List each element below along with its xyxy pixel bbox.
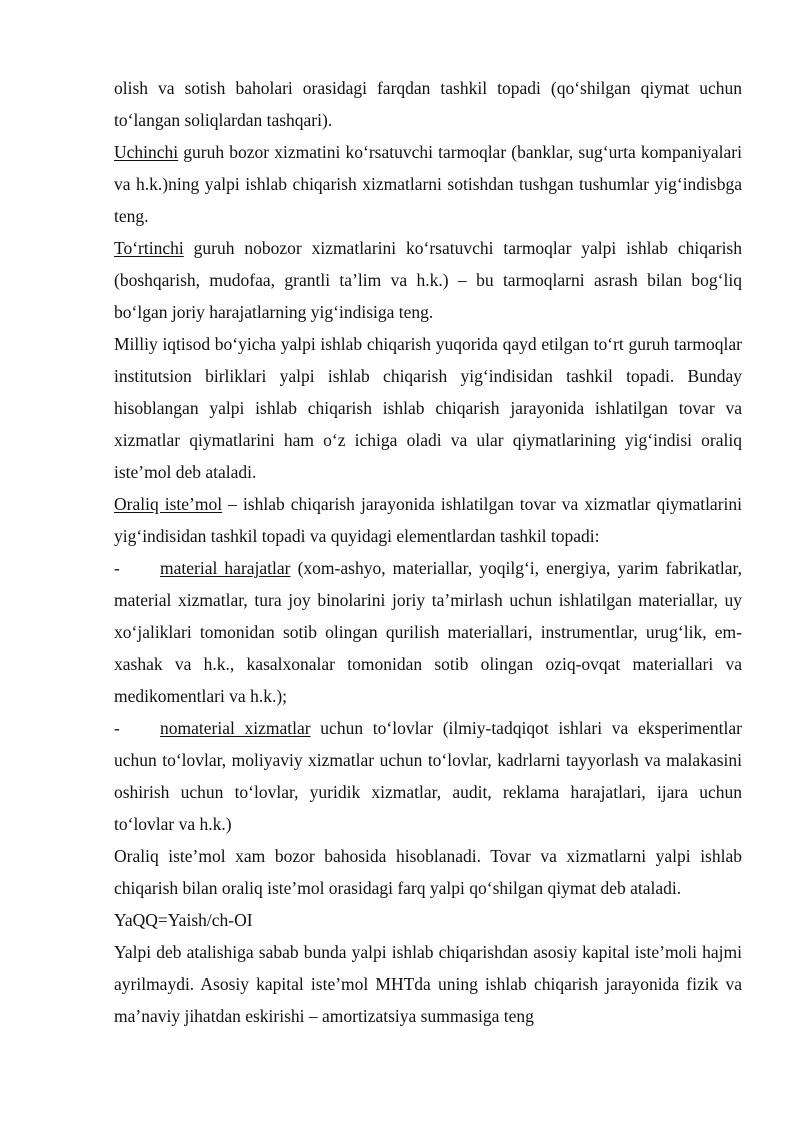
term-nomaterial-xizmatlar: nomaterial xizmatlar [160,718,311,738]
formula: YaQQ=Yaish/ch-OI [114,910,253,930]
paragraph-1-text: olish va sotish baholari orasidagi farqdan tashkil topadi (qo‘shilgan qiymat uchun to‘langan soliqlardan tashqari). [114,78,742,130]
paragraph-3 [114,232,742,328]
list-marker: - [114,718,120,738]
paragraph-2 [114,136,742,232]
paragraph-6 [114,840,742,904]
term-tortinchi: To‘rtinchi [114,238,184,258]
paragraph-7-text: Yalpi deb atalishiga sabab bunda yalpi ishlab chiqarishdan asosiy kapital iste’moli hajmi ayrilmaydi. Asosiy kapital iste’mol MHTda uning ishlab chiqarish jarayonida fizik va ma’naviy jihatdan eskirishi – amortizatsiya summasiga teng [114,942,742,1026]
paragraph-2-text: guruh bozor xizmatini ko‘rsatuvchi tarmoqlar (banklar, sug‘urta kompaniyalari va h.k.)ning yalpi ishlab chiqarish xizmatlarni sotishdan tushgan tushumlar yig‘indisbga teng. [114,142,742,226]
term-oraliq-istemol: Oraliq iste’mol [114,494,223,514]
paragraph-5 [114,488,742,552]
paragraph-4-text: Milliy iqtisod bo‘yicha yalpi ishlab chiqarish yuqorida qayd etilgan to‘rt guruh tarmoqlar institutsion birliklari yalpi ishlab chiqarish yig‘indisidan tashkil topadi. Bunday hisoblangan yalpi ishlab chiqarish ishlab chiqarish jarayonida ishlatilgan tovar va xizmatlar qiymatlarini ham o‘z ichiga oladi va ular qiymatlarining yig‘indisi oraliq iste’mol deb ataladi. [114,334,742,482]
term-material-harajatlar: material harajatlar [160,558,291,578]
paragraph-3-text: guruh nobozor xizmatlarini ko‘rsatuvchi tarmoqlar yalpi ishlab chiqarish (boshqarish, mudofaa, grantli ta’lim va h.k.) – bu tarmoqlarni asrash bilan bog‘liq bo‘lgan joriy harajatlarning yig‘indisiga teng. [114,238,742,322]
list-item [114,712,742,840]
document-page [114,72,742,1032]
list-item-text: uchun to‘lovlar (ilmiy-tadqiqot ishlari va eksperimentlar uchun to‘lovlar, moliyaviy xizmatlar uchun to‘lovlar, kadrlarni tayyorlash va malakasini oshirish uchun to‘lovlar, yuridik xizmatlar, audit, reklama harajatlari, ijara uchun to‘lovlar va h.k.) [114,718,742,834]
paragraph-4 [114,328,742,488]
paragraph-7 [114,936,742,1032]
paragraph-1 [114,72,742,136]
list-item-text: (xom-ashyo, materiallar, yoqilg‘i, energiya, yarim fabrikatlar, material xizmatlar, tura joy binolarini joriy ta’mirlash uchun ishlatilgan materiallar, uy xo‘jaliklari tomonidan sotib olingan qurilish materiallari, instrumentlar, urug‘lik, em-xashak va h.k., kasalxonalar tomonidan sotib olingan oziq-ovqat materiallari va medikomentlari va h.k.); [114,558,742,706]
list-marker: - [114,558,120,578]
paragraph-6-text: Oraliq iste’mol xam bozor bahosida hisoblanadi. Tovar va xizmatlarni yalpi ishlab chiqarish bilan oraliq iste’mol orasidagi farq yalpi qo‘shilgan qiymat deb ataladi. [114,846,742,898]
list-item [114,552,742,712]
paragraph-5-text: – ishlab chiqarish jarayonida ishlatilgan tovar va xizmatlar qiymatlarini yig‘indisidan tashkil topadi va quyidagi elementlardan tashkil topadi: [114,494,743,546]
term-uchinchi: Uchinchi [114,142,179,162]
